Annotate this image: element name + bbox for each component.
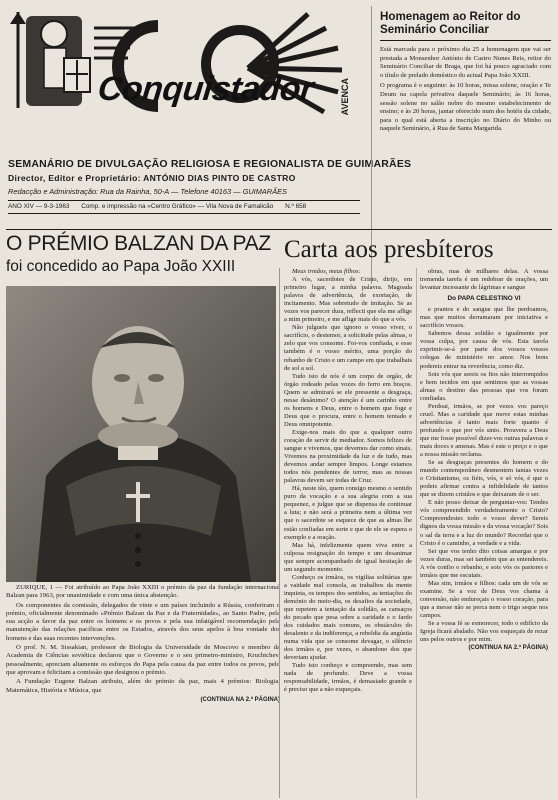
masthead-director: Director, Editor e Proprietário: ANTÓNIO DIAS PINTO DE CASTRO (8, 173, 296, 183)
carta-paragraph: Mas sim, irmãos e filhos: cada um de vós se examine. Se a voz de Deus vos chama à conversão, não endureçais o vosso coração, para que a messe não se perca nem o trigo seque nos campos. (420, 579, 548, 619)
premio-paragraph: Os componentes da comissão, delegados de vinte e um países incluindo a Rússia, conferiram o prémio, oficialmente denominado «Prémio Balzan da Paz e da Fraternidade», ao Santo Padre, pela sua acção a favor da paz entre os homens e os povos e pela sua infatigável recomendação pela manutenção das relações pacíficas entre os Estados, através dos seus apelos à boa vontade dos homens e das suas recentes intervenções. (6, 601, 280, 642)
carta-paragraph: E não posso deixar de perguntar-vos: Tendes vós compreendido verdadeiramente o Cristo? Compreendestes todo o vosso dever? Sereis dignos da vossa missão e da vossa vocação? Sois o sal da terra e a luz do mundo? Recordai que o Cristo é o caminho, a verdade e a vida. (420, 499, 548, 547)
sidebar-paragraph: Está marcada para o próximo dia 25 a homenagem que vai ser prestada a Monsenhor António de Castro Nunes Reis, reitor do Seminário Conciliar de Braga, que foi há pouco agraciado com o título de prelado doméstico do actual Papa João XXIII. (380, 46, 551, 79)
carta-paragraph: A vós, sacerdotes de Cristo, dirijo, em primeiro lugar, a minha palavra. Magoada palavra de advertência, de exortação, de incitamento. Mas sobretudo de imitação. Se as vezes vos parecer dura, reflecti que ela me aflige a mim primeiro, e me aflige mais do que a vós. (284, 276, 412, 324)
pope-photo (6, 286, 276, 582)
carta-paragraph: Se as desgraças presentes do homem e do mundo contemporâneo desmentem tantas vezes o Cristianismo, os fiéis, vós, e só vós, é que o podeis afirmar contra a infidelidade de tantos que se dizem cristãos e que deixaram de o ser. (420, 459, 548, 499)
carta-paragraph: obras, mas de milhares delas. A vossa tremenda tarefa é um redobrar de orações, um levantar incessante de lágrimas e sangue (420, 268, 548, 292)
carta-paragraph: e prantos e do sangue que lhe perdoamos, mas que muitos derramaram por iniciativa e sacrifício vossos. (420, 306, 548, 330)
carta-continued-note: (CONTINUA NA 2.ª PÁGINA) (468, 645, 548, 652)
premio-continued-note: (CONTINUA NA 2.ª PÁGINA) (200, 696, 280, 703)
masthead-side-word: AVENCA (340, 78, 350, 116)
masthead-logo (8, 8, 350, 120)
premio-paragraph: A Fundação Eugene Balzan atribuiu, além do prémio da paz, mais 4 prémios: Biologia, Matemática, História e Música, que (6, 678, 280, 694)
carta-greeting: Meus irmãos, meus filhos: (292, 268, 361, 275)
pope-portrait-image (6, 286, 276, 582)
premio-paragraph: O prof. N. M. Sissakian, professor de Biologia da Universidade de Moscovo e membro da Academia de Ciências soviética declarou que o Governo e o seu primeiro-ministro, Kruchtchev, pessoalmente, apreciam altamente os esforços do Papa pela causa da paz entre todos os povos, pelo que aprovam e felicitam a comissão que designou o prémio. (6, 644, 280, 676)
masthead-redaction: Redacção e Administração: Rua da Rainha, 50-A — Telefone 40163 — GUIMARÃES (8, 187, 287, 196)
carta-paragraph: Exige-nos mais do que a qualquer outro coração de servir de mediador. Somos felizes de sangue e vivemos, que devemos dar como sinais. Vivemos na proximidade da luz e de tudo, mas devemos andar sempre limpos. Longe estamos todos nós pendentes de terror, mas as nossas palavras devem ser todas de Cruz. (284, 428, 412, 485)
section-divider (6, 229, 552, 230)
masthead (8, 6, 412, 228)
carta-paragraph: Conheço os irmãos, os vigilias solitárias que a vaidade mal consola, as trabalhos da mente inquieta, os tempos dos sentidos, as tentações do demónio do meio-dia, os desafios da sociedade, que repetem a tentação da solidão, as cansaços do pecado que pesa sobre a caridade e o fardo dos cuidados mais comuns, os obstáculos do desalento e da indiferença, a rebeldia da angústia numa vida que se consome devagar, o silêncio dos irmãos e, por vezes, o abandono dos que deveriam ajudar. (284, 573, 412, 662)
carta-paragraph: Há, neste tão, quem consigo mesmo o sentido puro da vocação e a sua alegria com a sua pequenez, e julgue que se dispensa de continuar a luta; e não será a primeira nem a última vez que o sacerdote se esquece de que as almas lhe estão confiadas em sorte e que de ele se espera o exemplo e a oração. (284, 485, 412, 541)
carta-paragraph: Sabemos dessa solidão e igualmente por vossa culpa, por causa de vós. Esta tarefa exprimir-se-á por parte dos vossos vossos colegas de ministério no amor. Nos bons podereis entrar na reverência, como diz. (420, 330, 548, 370)
sidebar-headline: Homenagem ao Reitor do Seminário Conciliar (380, 10, 521, 36)
carta-paragraph: Não julgueis que ignoro o vosso viver, o sacrifício, o destemor, a solicitude pelas almas, o zelo que vos consome. Foi-vos confiada, e esse também é o vosso mérito, uma porção do rebanho de Cristo e um campo em que trabalhais de sol a sol. (284, 324, 412, 372)
printer-info: Comp. e impressão na «Centro Gráfico» — Vila Nova de Famalicão (81, 203, 274, 210)
carta-paragraph: Tudo isto conheço e compreendo, mas sem nada de profundo. Deve a vossa responsabilidade, irmãos, é demasiado grande e é preciso que a não esqueçais. (284, 662, 412, 694)
carta-paragraph: Sois vós que sereis os fios não interrompidos e bem tecidos em que sentimos que as vossas almas o destino das pessoas que vos foram confiadas. (420, 370, 548, 402)
carta-headline: Carta aos presbíteros (284, 236, 494, 263)
issue-number: N.º 658 (285, 203, 307, 210)
carta-paragraph: Se a vossa fé se esmorecer, todo o edifício da Igreja ficará abalado. Não vos esqueçais de rezar uns pelos outros e por mim. (420, 620, 548, 644)
carta-paragraph: Tudo isto de nós é um corpo de orgão, de órgão rodeado pelas vozes do ferro em braços. Quem se admirará se ele pressente a desgraça, nesse desânimo? O atenção é um carinho entre os homens e Deus, entre o homem que foge e Deus que o procura, entre o homem tentado e Deus omnipotente. (284, 372, 412, 428)
column-divider (279, 268, 280, 798)
masthead-title: Conquistador (96, 70, 316, 108)
sidebar-divider (380, 40, 551, 41)
premio-subhead: foi concedido ao Papa João XXIII (6, 258, 236, 275)
carta-column-1 (284, 268, 412, 794)
premio-headline: O PRÉMIO BALZAN DA PAZ (6, 232, 271, 255)
carta-column-2 (420, 268, 548, 794)
premio-paragraph: ZURIQUE, 1 — Foi atribuído ao Papa João XXIII o prémio da paz da fundação internacional Balzan para 1963, por unanimidade e com uma única abstenção. (6, 584, 280, 600)
carta-author: Do PAPA CELESTINO VI (447, 295, 521, 303)
premio-article-body (6, 584, 280, 704)
column-divider (416, 268, 417, 798)
masthead-info-bar (8, 200, 360, 214)
carta-paragraph: Perdoai, irmãos, se por vezes vos pareço cruel. Mas a caridade que move estas minhas advertências é tanto mais forte quanto é profundo o que por vós sinto. Prouvera a Deus que me fosse possível dizer-vos outras palavras e mais doces e amenas. Mas é este o preço e o que a nossa missão reclama. (420, 402, 548, 459)
carta-paragraph: Mas há, infelizmente quem viva entre a culposa resignação do tempo e um desanimar que sempre acompanhado de igual hesitação de um segundo momento. (284, 541, 412, 573)
issue-date: ANO XIV — 9-3-1963 (8, 203, 70, 210)
sidebar-paragraph: O programa é o seguinte: às 10 horas, missa solene, oração e Te Deum na capela privativa daquele Seminário; às 16 horas, sessão solene no salão nobre do mesmo estabelecimento de ensino; e às 20 horas, jantar oferecido num dos hotéis da cidade, para o qual está aberta a inscrição no Diário do Minho ou naquele Seminário, à Rua de Santa Margarida. (380, 82, 551, 133)
carta-paragraph: Sei que vos tenho dito coisas amargas e por vezes duras, mas sei também que as entendereis. A vós confio o rebanho, e sois vós os pastores e irmãos que me escutais. (420, 547, 548, 579)
masthead-subtitle: SEMANÁRIO DE DIVULGAÇÃO RELIGIOSA E REGIONALISTA DE GUIMARÃES (8, 158, 412, 170)
